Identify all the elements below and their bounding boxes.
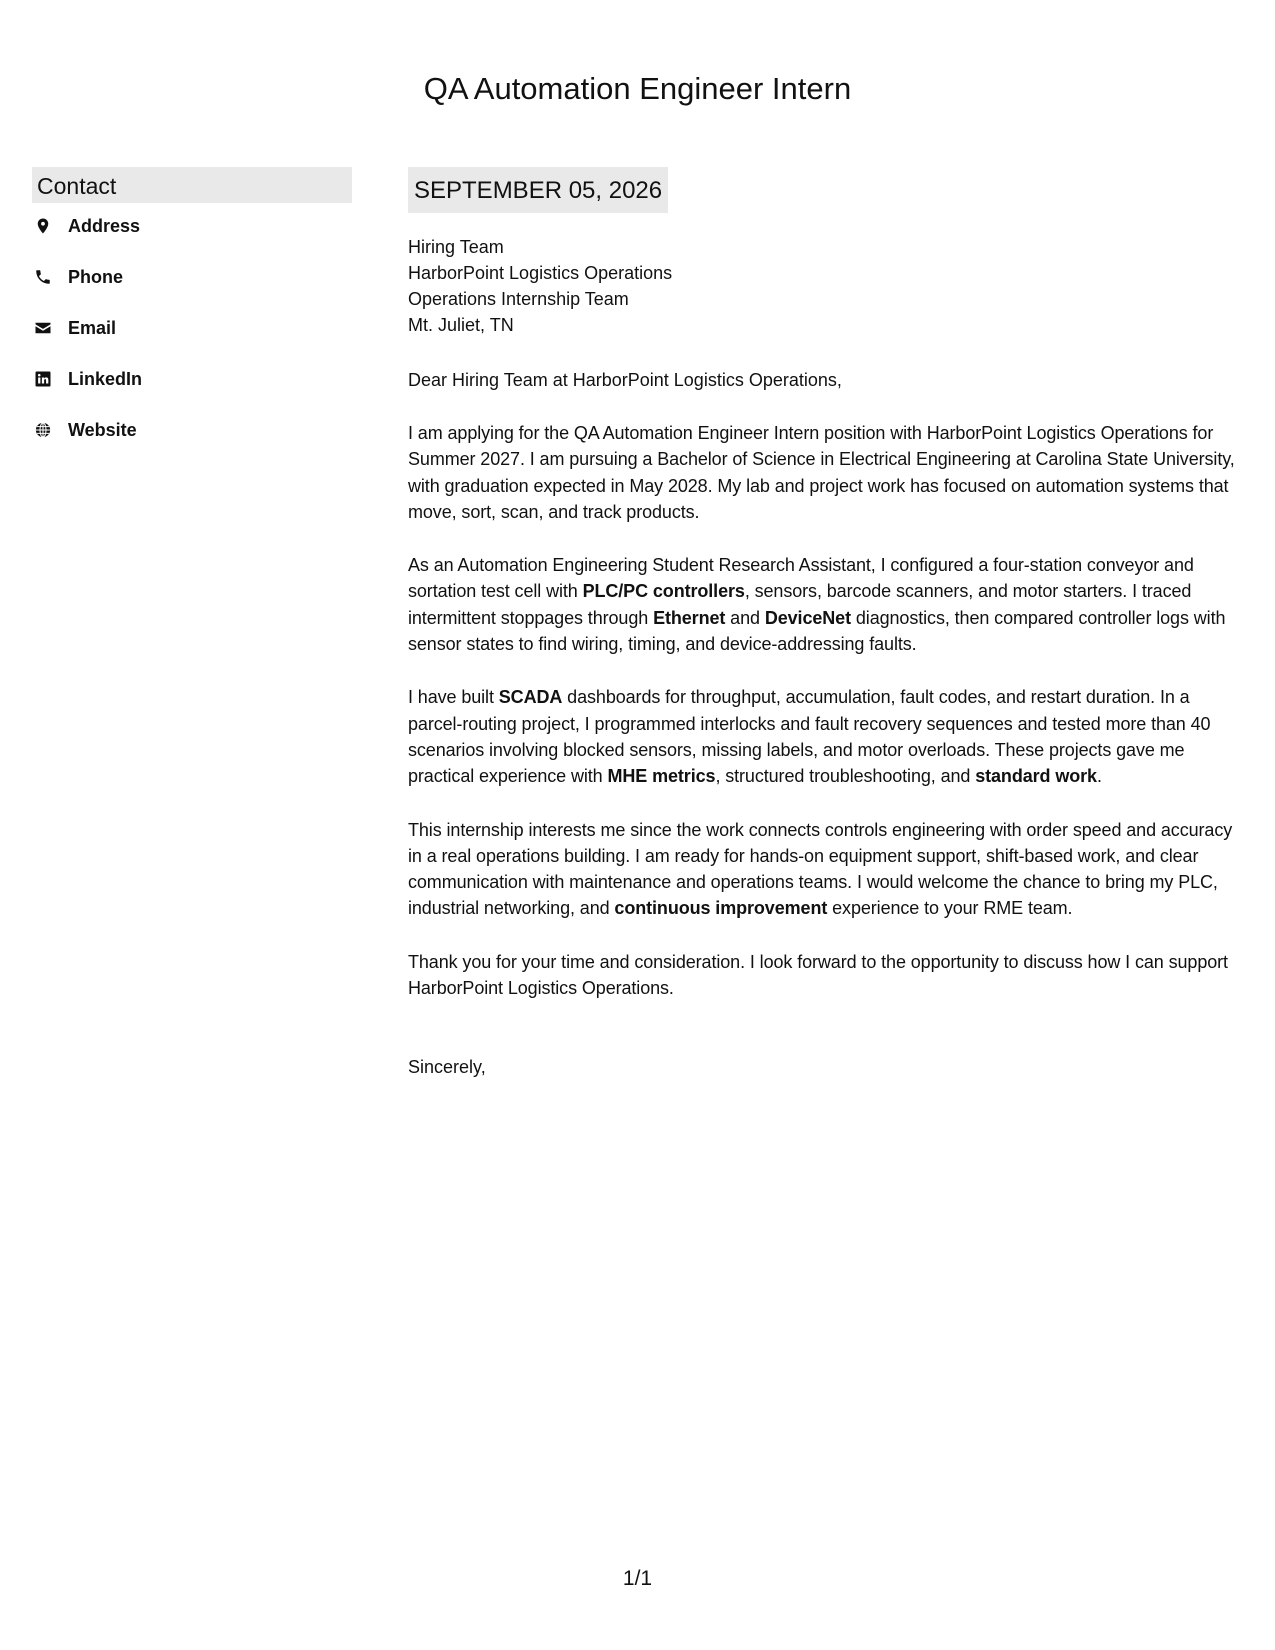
contact-list (32, 213, 352, 443)
contact-item-label: Address (68, 215, 141, 236)
paragraph-text: I am applying for the QA Automation Engineer Intern position with HarborPoint Logistics Operations for Summer 2027. I am pursuing a Bachelor of Science in Electrical Engineering at Carolina State University, with graduation expected in May 2028. My lab and project work has focused on automation systems that move, sort, scan, and track products. (408, 423, 1235, 522)
contact-item-email[interactable] (32, 315, 352, 341)
emphasis-text: continuous improvement (614, 898, 828, 919)
contact-section-header: Contact (32, 167, 352, 203)
paragraph-text: I have built (408, 687, 499, 708)
contact-item-website[interactable] (32, 417, 352, 443)
page-title: QA Automation Engineer Intern (423, 71, 852, 106)
paragraph-text: experience to your RME team. (827, 898, 1073, 919)
page-number: 1/1 (622, 1567, 653, 1590)
recipient-line: HarborPoint Logistics Operations (408, 263, 673, 283)
contact-item-phone[interactable] (32, 264, 352, 290)
body-paragraph (408, 949, 1248, 1002)
linkedin-icon (32, 368, 54, 390)
phone-icon (32, 266, 54, 288)
body-paragraph (408, 552, 1248, 657)
emphasis-text: DeviceNet (764, 607, 851, 628)
globe-icon (32, 419, 54, 441)
paragraph-text: . (1096, 766, 1102, 787)
contact-item-label: Website (68, 419, 137, 440)
emphasis-text: standard work (975, 766, 1097, 787)
contact-item-linkedin[interactable] (32, 366, 352, 392)
letter-body (408, 167, 1248, 1080)
recipient-line: Hiring Team (408, 237, 504, 257)
recipient-line: Mt. Juliet, TN (408, 315, 514, 335)
body-paragraph (408, 420, 1248, 525)
emphasis-text: PLC/PC controllers (582, 581, 745, 602)
emphasis-text: MHE metrics (607, 766, 716, 787)
paragraph-text: This internship interests me since the work connects controls engineering with order speed and accuracy in a real operations building. I am ready for hands-on equipment support, shift-based work, and clear communication with maintenance and operations teams. I would welcome the chance to bring my PLC, industrial networking, and (408, 819, 1233, 919)
contact-item-label: LinkedIn (68, 368, 143, 389)
paragraph-text: diagnostics, then compared controller logs with sensor states to find wiring, timing, and device-addressing faults. (408, 607, 1226, 655)
paragraph-text: Thank you for your time and consideration. I look forward to the opportunity to discuss how I can support HarborPoint Logistics Operations. (408, 951, 1228, 999)
salutation: Dear Hiring Team at HarborPoint Logistics Operations, (408, 370, 842, 390)
paragraph-text: As an Automation Engineering Student Research Assistant, I configured a four-station conveyor and sortation test cell with (408, 555, 1194, 602)
emphasis-text: Ethernet (653, 607, 726, 628)
recipient-line: Operations Internship Team (408, 289, 629, 309)
recipient-block (408, 234, 1248, 338)
body-paragraph (408, 684, 1248, 789)
paragraph-text: and (725, 607, 765, 628)
letter-date: SEPTEMBER 05, 2026 (408, 167, 668, 213)
emphasis-text: SCADA (498, 687, 563, 708)
map-pin-icon (32, 215, 54, 237)
closing: Sincerely, (408, 1057, 486, 1078)
paragraph-text: , sensors, barcode scanners, and motor starters. I traced intermittent stoppages through (408, 581, 1192, 628)
paragraph-text: , structured troubleshooting, and (715, 766, 976, 787)
contact-item-address[interactable] (32, 213, 352, 239)
envelope-icon (32, 317, 54, 339)
contact-item-label: Email (68, 317, 117, 338)
body-paragraph (408, 817, 1248, 922)
contact-item-label: Phone (68, 266, 124, 287)
contact-sidebar (32, 167, 352, 468)
paragraph-text: dashboards for throughput, accumulation, fault codes, and restart duration. In a parcel-routing project, I programmed interlocks and fault recovery sequences and tested more than 40 scenarios involving blocked sensors, missing labels, and motor overloads. These projects gave me practical experience with (408, 687, 1211, 787)
